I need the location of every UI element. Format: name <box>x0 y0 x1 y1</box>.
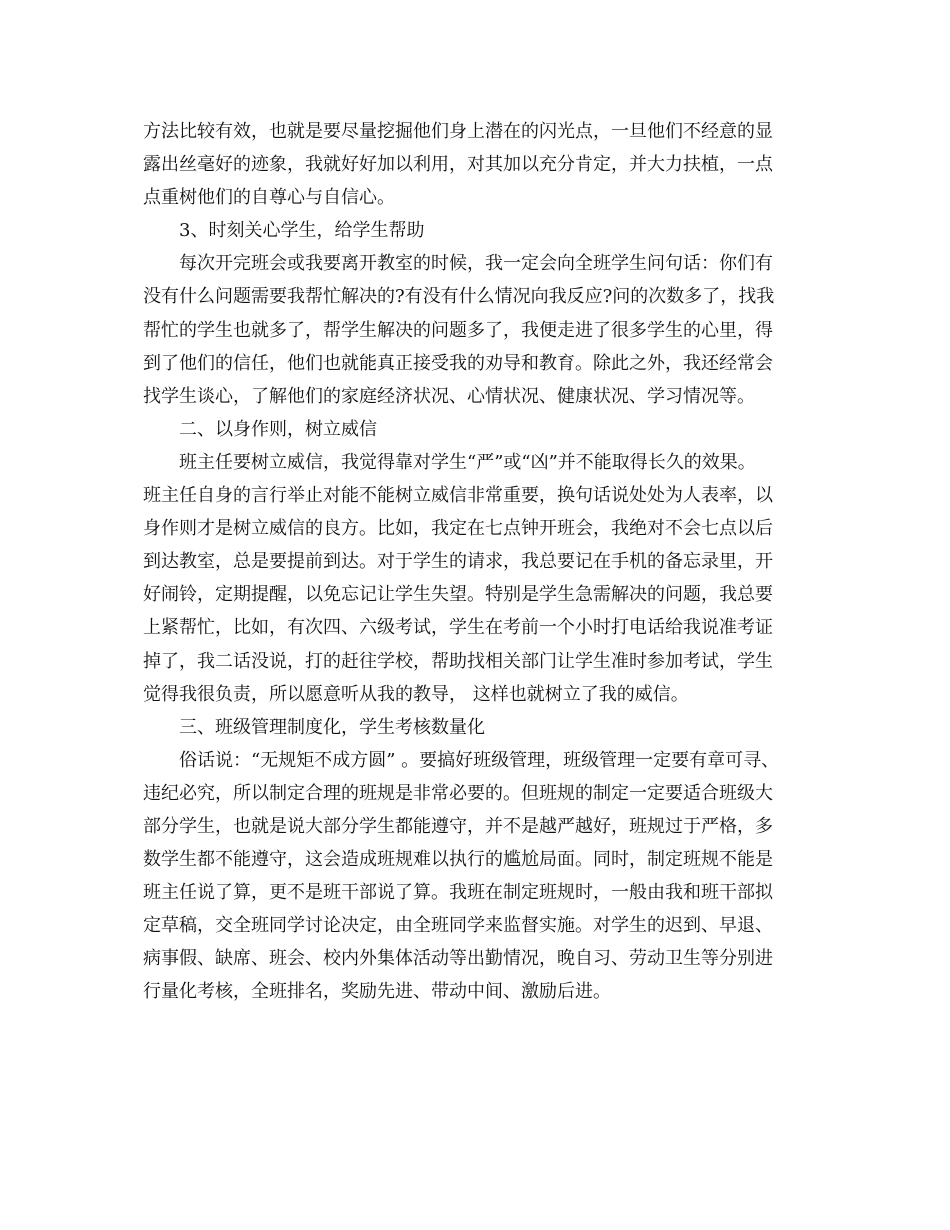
text-line: 病事假、缺席、班会、校内外集体活动等出勤情况，晚自习、劳动卫生等分别进 <box>143 948 773 970</box>
text-line: 帮忙的学生也就多了，帮学生解决的问题多了，我便走进了很多学生的心里，得 <box>143 319 773 341</box>
text-line: 找学生谈心，了解他们的家庭经济状况、心情状况、健康状况、学习情况等。 <box>143 385 755 407</box>
text-line: 露出丝毫好的迹象，我就好好加以利用，对其加以充分肯定，并大力扶植，一点 <box>143 154 773 176</box>
text-line: 掉了，我二话没说，打的赶往学校，帮助找相关部门让学生准时参加考试，学生 <box>143 650 773 672</box>
text-line: 3、时刻关心学生，给学生帮助 <box>179 220 425 242</box>
text-line: 上紧帮忙，比如，有次四、六级考试，学生在考前一个小时打电话给我说准考证 <box>143 617 773 639</box>
text-line: 部分学生，也就是说大部分学生都能遵守，并不是越严越好，班规过于严格，多 <box>143 815 773 837</box>
text-line: 身作则才是树立威信的良方。比如，我定在七点钟开班会，我绝对不会七点以后 <box>143 518 773 540</box>
text-line: 二、以身作则，树立威信 <box>179 418 377 440</box>
text-line: 三、班级管理制度化，学生考核数量化 <box>179 716 485 738</box>
text-line: 俗话说：“无规矩不成方圆” 。要搞好班级管理，班级管理一定要有章可寻、 <box>179 749 780 771</box>
text-line: 觉得我很负责，所以愿意听从我的教导， 这样也就树立了我的威信。 <box>143 683 689 705</box>
text-line: 点重树他们的自尊心与自信心。 <box>143 187 395 209</box>
text-line: 行量化考核，全班排名，奖励先进、带动中间、激励后进。 <box>143 981 611 1003</box>
text-line: 班主任说了算，更不是班干部说了算。我班在制定班规时，一般由我和班干部拟 <box>143 882 773 904</box>
text-line: 好闹铃，定期提醒，以免忘记让学生失望。特别是学生急需解决的问题，我总要 <box>143 584 773 606</box>
text-line: 违纪必究，所以制定合理的班规是非常必要的。但班规的制定一定要适合班级大 <box>143 782 773 804</box>
document-body <box>143 115 840 1009</box>
text-line: 班主任自身的言行举止对能不能树立威信非常重要，换句话说处处为人表率，以 <box>143 485 773 507</box>
text-line: 每次开完班会或我要离开教室的时候，我一定会向全班学生问句话：你们有 <box>179 253 773 275</box>
text-line: 数学生都不能遵守，这会造成班规难以执行的尴尬局面。同时，制定班规不能是 <box>143 849 773 871</box>
text-line: 定草稿，交全班同学讨论决定，由全班同学来监督实施。对学生的迟到、早退、 <box>143 915 773 937</box>
text-line: 方法比较有效，也就是要尽量挖掘他们身上潜在的闪光点，一旦他们不经意的显 <box>143 121 773 142</box>
text-line: 到达教室，总是要提前到达。对于学生的请求，我总要记在手机的备忘录里，开 <box>143 551 773 573</box>
text-line: 没有什么问题需要我帮忙解决的?有没有什么情况向我反应?问的次数多了，找我 <box>143 286 775 308</box>
text-line: 班主任要树立威信，我觉得靠对学生“严”或“凶”并不能取得长久的效果。 <box>179 451 756 473</box>
text-line: 到了他们的信任，他们也就能真正接受我的劝导和教育。除此之外，我还经常会 <box>143 352 773 374</box>
